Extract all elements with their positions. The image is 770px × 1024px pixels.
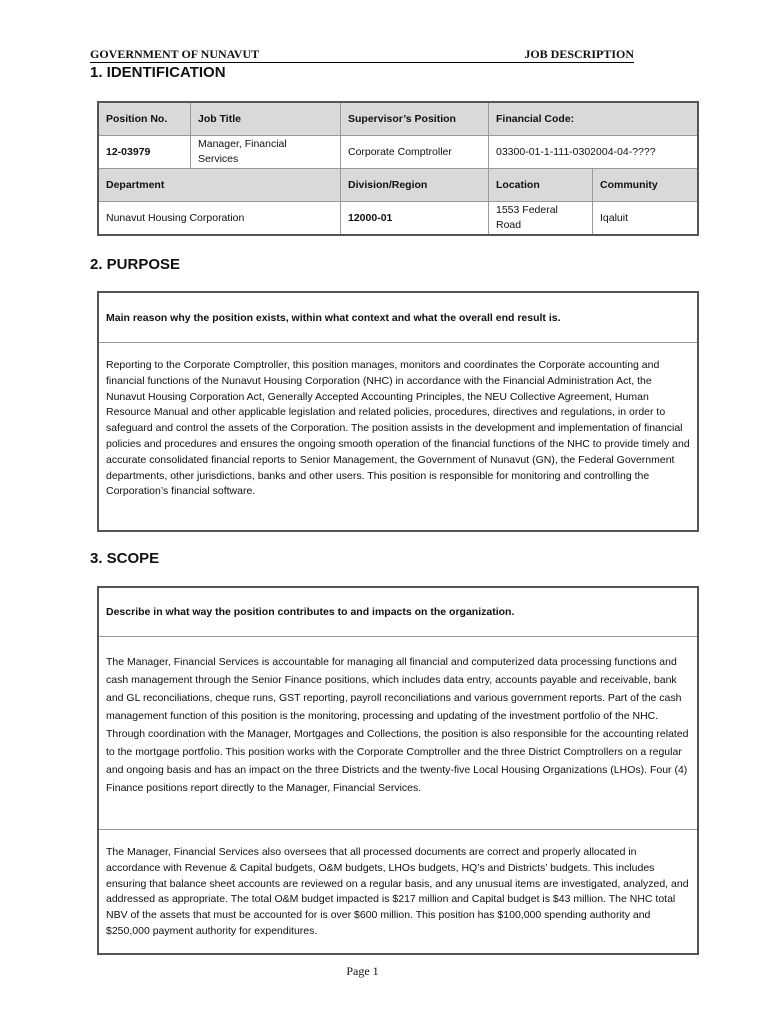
financial-code-value: 03300-01-1-111-0302004-04-???? (489, 136, 697, 169)
identification-table (97, 101, 699, 236)
purpose-prompt: Main reason why the position exists, within what context and what the overall end result is. (99, 293, 697, 343)
header-doc-type: JOB DESCRIPTION (524, 47, 634, 61)
division-value: 12000-01 (341, 202, 489, 234)
th-position-no: Position No. (99, 103, 191, 136)
th-department: Department (99, 169, 341, 202)
th-community: Community (593, 169, 697, 202)
purpose-box (97, 291, 699, 532)
scope-heading: 3. SCOPE (90, 550, 160, 567)
purpose-text: Reporting to the Corporate Comptroller, this position manages, monitors and coordinates the Corporate accounting and financial functions of the Nunavut Housing Corporation (NHC) in accordance with the Financial Administration Act, the Nunavut Housing Corporation Act, Generally Accepted Accounting Principles, the NEU Collective Agreement, Human Resource Manual and other applicable legislation and related policies, procedures, directives and regulations, in order to safeguard and control the assets of the Corporation. The position assists in the development and implementation of financial policies and procedures and ensures the ongoing smooth operation of the financial functions of the NHC to provide timely and accurate consolidated financial reports to Senior Management, the Government of Nunavut (GN), the Federal Government departments, other jurisdictions, banks and other users. This position is responsible for monitoring and controlling the Corporation’s financial software. (106, 359, 690, 498)
scope-prompt: Describe in what way the position contributes to and impacts on the organization. (99, 588, 697, 637)
th-job-title: Job Title (191, 103, 341, 136)
header-org: GOVERNMENT OF NUNAVUT (90, 47, 260, 61)
identification-heading: 1. IDENTIFICATION (90, 64, 226, 81)
page-header (90, 46, 634, 63)
th-supervisor: Supervisor’s Position (341, 103, 489, 136)
page-number: Page 1 (346, 964, 379, 978)
th-financial-code: Financial Code: (489, 103, 697, 136)
scope-paragraph-2: The Manager, Financial Services also oversees that all processed documents are correct and properly allocated in accordance with Revenue & Capital budgets, O&M budgets, LHOs budgets, HQ’s and Districts’ budgets. This includes ensuring that balance sheet accounts are reviewed on a regular basis, and any unusual items are investigated, analyzed, and addressed as appropriate. The total O&M budget impacted is $217 million and Capital budget is $43 million. The NHC total NBV of the assets that must be accounted for is over $600 million. This position has $100,000 spending authority and $250,000 payment authority for expenditures. (106, 846, 689, 937)
location-value: 1553 Federal Road (489, 202, 593, 234)
position-no-value: 12-03979 (99, 136, 191, 169)
supervisor-value: Corporate Comptroller (341, 136, 489, 169)
purpose-heading: 2. PURPOSE (90, 256, 181, 273)
scope-box (97, 586, 699, 955)
scope-paragraph-1: The Manager, Financial Services is accountable for managing all financial and computerized data processing functions and cash management through the Senior Finance positions, which includes data entry, accounts payable and receivable, bank and GL reconciliations, cheque runs, GST reporting, payroll reconciliations and various government reports. Part of the cash management function of this position is the monitoring, processing and updating of the investment portfolio of the NHC. Through coordination with the Manager, Mortgages and Collections, the position is also responsible for the accounting related to the mortgage portfolio. This position works with the Corporate Comptroller and the three District Comptrollers on a regular and ongoing basis and has an impact on the three Districts and the twenty-five Local Housing Organizations (LHOs). Four (4) Finance positions report directly to the Manager, Financial Services. (99, 637, 697, 830)
th-division: Division/Region (341, 169, 489, 202)
department-value: Nunavut Housing Corporation (99, 202, 341, 234)
community-value: Iqaluit (600, 211, 629, 224)
job-title-value: Manager, Financial Services (191, 136, 341, 169)
th-location: Location (489, 169, 593, 202)
